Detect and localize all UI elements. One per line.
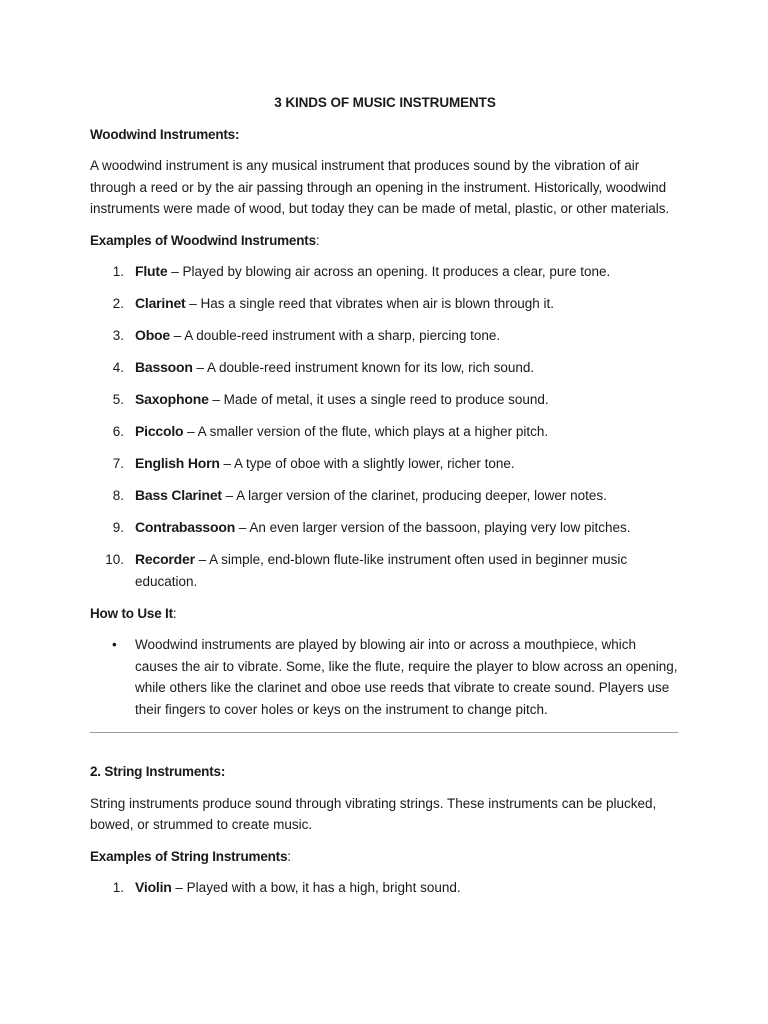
instrument-description: – A type of oboe with a slightly lower, richer tone.: [219, 456, 515, 471]
instrument-name: Violin: [135, 879, 172, 895]
list-number: 2.: [112, 296, 124, 311]
list-item: [90, 293, 680, 315]
list-number: 1.: [112, 880, 124, 895]
instrument-name: Contrabassoon: [135, 519, 236, 535]
document-page: [90, 92, 680, 909]
how-to-use-heading-colon: :: [172, 605, 177, 621]
woodwind-examples-heading-text: Examples of Woodwind Instruments: [90, 232, 316, 248]
list-item: [90, 634, 680, 720]
instrument-name: Clarinet: [135, 295, 186, 311]
list-number: 5.: [112, 392, 124, 407]
list-number: 4.: [112, 360, 124, 375]
woodwind-heading: Woodwind Instruments:: [90, 126, 240, 142]
list-item: [90, 877, 680, 899]
instrument-name: English Horn: [135, 455, 220, 471]
woodwind-examples-list: [90, 261, 680, 592]
woodwind-examples-heading: [90, 230, 680, 252]
list-number: 6.: [112, 424, 124, 439]
instrument-name: Flute: [135, 263, 168, 279]
instrument-name: Bassoon: [135, 359, 193, 375]
how-to-use-heading: [90, 603, 680, 625]
instrument-description: – Has a single reed that vibrates when air is blown through it.: [185, 296, 554, 311]
instrument-name: Oboe: [135, 327, 170, 343]
instrument-description: – A double-reed instrument with a sharp, piercing tone.: [169, 328, 501, 343]
instrument-name: Recorder: [135, 551, 195, 567]
instrument-description: – Played with a bow, it has a high, bright sound.: [171, 880, 461, 895]
string-description: String instruments produce sound through vibrating strings. These instruments can be plucked, bowed, or strummed to create music.: [90, 795, 657, 832]
list-item: [90, 549, 680, 592]
instrument-description: – A smaller version of the flute, which plays at a higher pitch.: [183, 424, 549, 439]
bullet-marker: •: [112, 637, 117, 652]
string-examples-heading-text: Examples of String Instruments: [90, 848, 288, 864]
instrument-name: Bass Clarinet: [135, 487, 222, 503]
list-number: 10.: [105, 552, 124, 567]
instrument-name: Piccolo: [135, 423, 184, 439]
list-number: 3.: [112, 328, 124, 343]
how-to-use-heading-text: How to Use It: [90, 605, 173, 621]
instrument-description: – A larger version of the clarinet, producing deeper, lower notes.: [221, 488, 607, 503]
list-item: [90, 453, 680, 475]
string-heading: 2. String Instruments:: [90, 764, 226, 779]
list-number: 1.: [112, 264, 124, 279]
instrument-description: – A double-reed instrument known for its low, rich sound.: [192, 360, 535, 375]
instrument-description: – An even larger version of the bassoon, playing very low pitches.: [235, 520, 631, 535]
woodwind-description: A woodwind instrument is any musical instrument that produces sound by the vibration of air through a reed or by the air passing through an opening in the instrument. Historically, woodwind instruments were made of wood, but today they can be made of metal, plastic, or other materials.: [90, 158, 670, 216]
how-to-use-list: [90, 634, 680, 720]
list-item: [90, 261, 680, 283]
list-item: [90, 421, 680, 443]
list-number: 8.: [112, 488, 124, 503]
instrument-description: – Made of metal, it uses a single reed to produce sound.: [208, 392, 549, 407]
woodwind-examples-heading-colon: :: [315, 232, 320, 248]
instrument-description: – Played by blowing air across an opening. It produces a clear, pure tone.: [167, 264, 611, 279]
instrument-name: Saxophone: [135, 391, 209, 407]
list-item: [90, 325, 680, 347]
list-item: [90, 485, 680, 507]
string-examples-heading-colon: :: [287, 848, 291, 864]
string-examples-heading: [90, 846, 680, 868]
list-number: 7.: [112, 456, 124, 471]
list-item: [90, 389, 680, 411]
document-title: 3 KINDS OF MUSIC INSTRUMENTS: [274, 95, 496, 110]
list-item: [90, 517, 680, 539]
list-number: 9.: [112, 520, 124, 535]
list-item: [90, 357, 680, 379]
instrument-description: – A simple, end-blown flute-like instrument often used in beginner music education.: [135, 552, 628, 589]
string-examples-list: [90, 877, 680, 899]
how-to-use-text: Woodwind instruments are played by blowing air into or across a mouthpiece, which causes the air to vibrate. Some, like the flute, require the player to blow across an opening, while others like the clarinet and oboe use reeds that vibrate to create sound. Players use their fingers to cover holes or keys on the instrument to change pitch.: [135, 637, 678, 717]
section-divider: [90, 732, 678, 733]
